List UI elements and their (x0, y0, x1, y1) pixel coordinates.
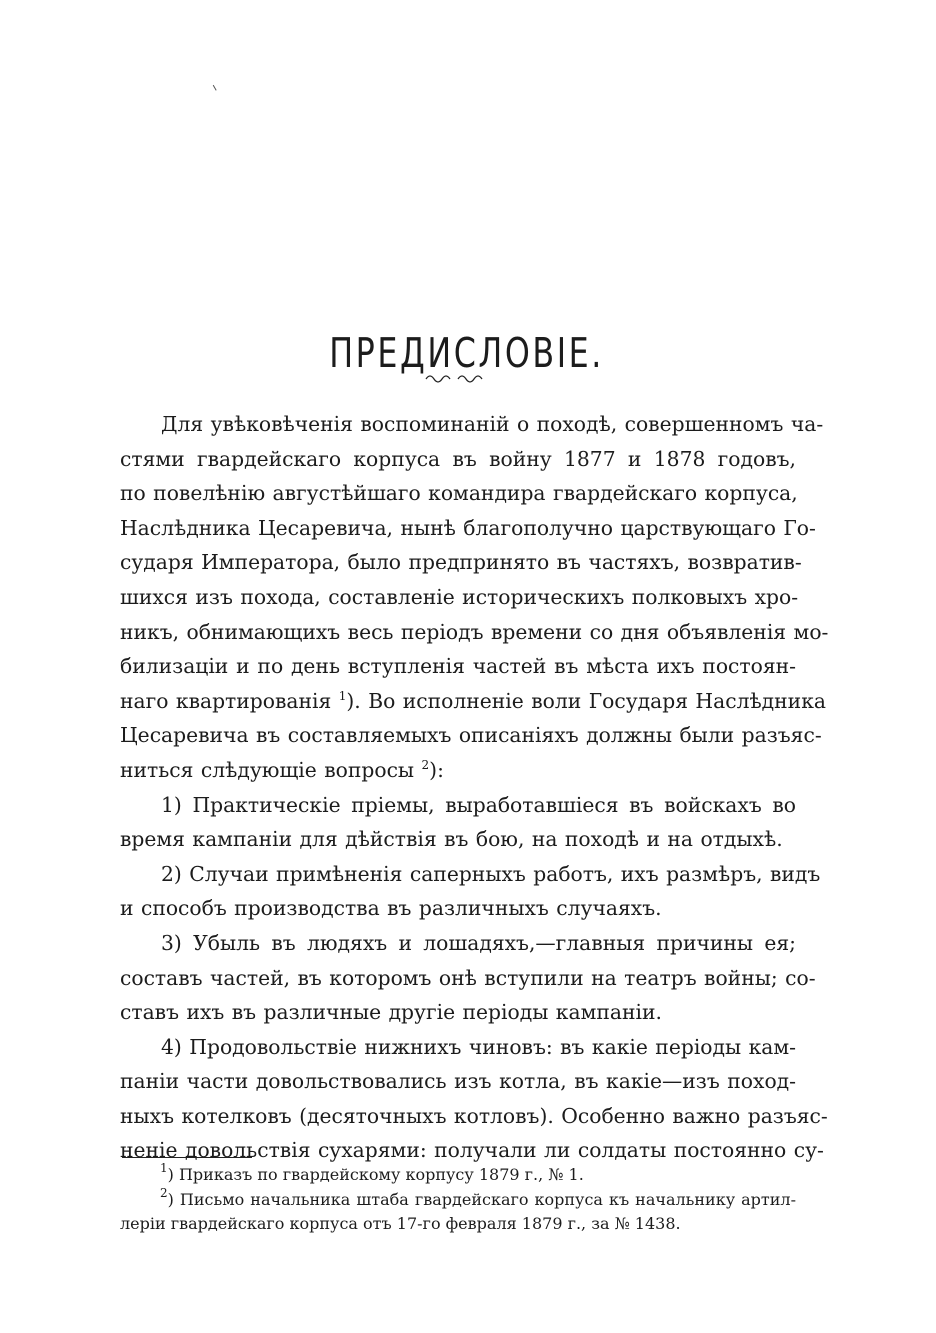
text-line: билизаціи и по день вступленія частей въ мѣста ихъ постоян- (120, 654, 796, 679)
text-line: составъ частей, въ которомъ онѣ вступили на театръ войны; со- (120, 965, 816, 990)
text-segment: ). Во исполненіе воли Государя Наслѣдника (346, 688, 826, 713)
text-line: 3) Убыль въ людяхъ и лошадяхъ,—главныя причины ея; (161, 930, 796, 955)
footnote-ref-1: 1 (338, 688, 347, 703)
footnote-mark: 2 (160, 1185, 168, 1200)
text-line: шихся изъ похода, составленіе историческихъ полковыхъ хро- (120, 584, 799, 609)
text-line: ныхъ котелковъ (десяточныхъ котловъ). Особенно важно разъяс- (120, 1103, 828, 1128)
text-line: стями гвардейскаго корпуса въ войну 1877 и 1878 годовъ, (120, 446, 796, 471)
footnote-2 (120, 1185, 796, 1213)
page-title: ПРЕДИСЛОВІЕ. (329, 329, 604, 378)
text-line: Для увѣковѣченія воспоминаній о походѣ, совершенномъ ча- (161, 412, 824, 436)
text-line: 4) Продовольствіе нижнихъ чиновъ: въ какіе періоды кам- (161, 1034, 796, 1059)
footnote-2-continuation: леріи гвардейскаго корпуса отъ 17-го февраля 1879 г., за № 1438. (120, 1214, 681, 1233)
preface-body (120, 407, 829, 1168)
text-line: и способъ производства въ различныхъ случаяхъ. (120, 896, 662, 921)
footnote-ref-2: 2 (421, 757, 430, 772)
text-line: 1) Практическіе пріемы, выработавшіеся въ войскахъ во (161, 792, 796, 817)
text-line: 2) Случаи примѣненія саперныхъ работъ, ихъ размѣръ, видъ (161, 861, 821, 886)
footnote-1 (120, 1163, 796, 1188)
footnote-mark: 1 (160, 1161, 168, 1175)
text-segment: ниться слѣдующіе вопросы (120, 757, 422, 782)
text-line (120, 753, 796, 788)
text-line: Наслѣдника Цесаревича, нынѣ благополучно царствующаго Го- (120, 515, 816, 540)
footnotes (120, 1163, 796, 1237)
text-line: по повелѣнію августѣйшаго командира гвардейскаго корпуса, (120, 481, 798, 506)
text-line: паніи части довольствовались изъ котла, въ какіе—изъ поход- (120, 1069, 796, 1094)
print-speck (213, 83, 219, 90)
text-line (120, 684, 826, 719)
text-line: время кампаніи для дѣйствія въ бою, на походѣ и на отдыхѣ. (120, 827, 783, 852)
text-segment: наго квартированія (120, 688, 339, 713)
footnote-text: ) Приказъ по гвардейскому корпусу 1879 г., № 1. (167, 1165, 584, 1184)
text-segment: ): (429, 757, 444, 782)
footnote-text: ) Письмо начальника штаба гвардейскаго корпуса къ начальнику артил- (167, 1189, 796, 1209)
text-line: неніе довольствія сухарями: получали ли солдаты постоянно су- (120, 1138, 824, 1163)
text-line: Цесаревича въ составляемыхъ описаніяхъ должны были разъяс- (120, 723, 822, 748)
text-line: сударя Императора, было предпринято въ частяхъ, возвратив- (120, 550, 802, 575)
ornament-divider (424, 370, 484, 384)
footnote-rule (122, 1157, 252, 1158)
text-line: никъ, обнимающихъ весь періодъ времени со дня объявленія мо- (120, 619, 829, 644)
text-line: ставъ ихъ въ различные другіе періоды кампаніи. (120, 1000, 662, 1025)
